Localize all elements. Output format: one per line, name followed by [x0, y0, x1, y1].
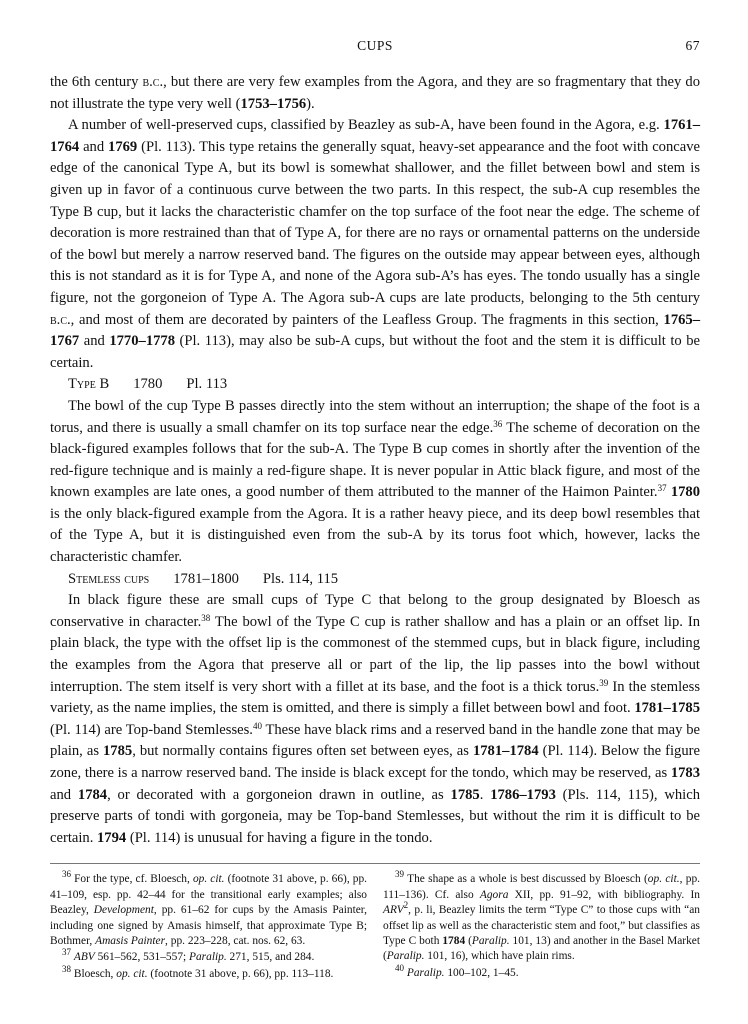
- footnote-38: $^{38}$ Bloesch, op. cit. (footnote 31 above, p. 66), pp. 113–118.: [62, 963, 334, 980]
- body-text: [50, 72, 700, 849]
- footnote-36: $^{36}$ For the type, cf. Bloesch, op. cit. (footnote 31 above, p. 66), pp. 41–109, esp. pp. 42–44 for the transitional early examples; also Beazley, Development, pp. 61–62 for cups by the Amasis Painter, including one signed by Amasis himself, that approximate Type B; Bothmer, Amasis Painter, pp. 223–228, cat. nos. 62, 63.: [50, 869, 367, 947]
- footnote-40: $^{40}$ Paralip. 100–102, 1–45.: [395, 962, 519, 979]
- footnotes-right-column: [383, 869, 700, 983]
- section-heading-type-b: Type B 1780 Pl. 113: [68, 376, 228, 393]
- running-head: [50, 38, 700, 60]
- paragraph-intro: the 6th century b.c., but there are very few examples from the Agora, and they are so fragmentary that they do not illustrate the type very well (1753–1756).: [50, 74, 700, 112]
- footnote-39: $^{39}$ The shape as a whole is best discussed by Bloesch (op. cit., pp. 111–136). Cf. also Agora XII, pp. 91–92, with bibliography. In ARV$^2$, p. li, Beazley limits the term “Type C” to those cups with “an offset lip as well as the characteristic stem and foot,” but classifies as Type C both 1784 (Paralip. 101, 13) and another in the Basel Market (Paralip. 101, 16), which have plain rims.: [383, 869, 700, 963]
- footnotes: [50, 863, 700, 983]
- paragraph-type-b: The bowl of the cup Type B passes directly into the stem without an interruption; the shape of the foot is a torus, and there is usually a small chamfer on its top surface near the edge.$^{36}$ The scheme of decoration on the black-figured examples follows that for the sub-A. The Type B cup comes in shortly after the invention of the red-figure technique and is mainly a red-figure shape. It is never popular in Attic black figure, and most of the known examples are late ones, a good number of them attributed to the manner of the Haimon Painter.$^{37}$ 1780 is the only black-figured example from the Agora. It is a rather heavy piece, and its deep bowl resembles that of the Type A, but it is distinguished even from the sub-A by its torus foot which, however, lacks the characteristic chamfer.: [50, 397, 700, 566]
- paragraph-sub-a: A number of well-preserved cups, classified by Beazley as sub-A, have been found in the Agora, e.g. 1761–1764 and 1769 (Pl. 113). This type retains the generally squat, heavy-set appearance and the foot with concave edge of the canonical Type A, but its bowl is somewhat shallower, and the fillet between bowl and stem is given up in favor of a continuous curve between the two parts. In this respect, the sub-A cup resembles the Type B cup, but it lacks the characteristic chamfer on the top surface of the foot near the edge. The scheme of decoration is more restrained than that of Type A, for there are no rays or ornamental patterns on the underside of the bowl but merely a narrow reserved band. The figures on the outside may appear between eyes, although this is not standard as it is for Type A, and none of the Agora sub-A’s has eyes. The tondo usually has a single figure, not the gorgoneion of Type A. The Agora sub-A cups are late products, belonging to the 5th century b.c., and most of them are decorated by painters of the Leafless Group. The fragments in this section, 1765–1767 and 1770–1778 (Pl. 113), may also be sub-A cups, but without the foot and the stem it is difficult to be certain.: [50, 117, 700, 371]
- running-title: CUPS: [357, 38, 393, 53]
- footnote-37: $^{37}$ ABV 561–562, 531–557; Paralip. 271, 515, and 284.: [62, 947, 315, 964]
- page-number: 67: [685, 38, 700, 53]
- section-heading-stemless: Stemless cups 1781–1800 Pls. 114, 115: [68, 570, 339, 587]
- footnotes-left-column: [50, 869, 367, 983]
- page: [50, 38, 700, 983]
- paragraph-stemless: In black figure these are small cups of Type C that belong to the group designated by Bloesch as conservative in character.$^{38}$ The bowl of the Type C cup is rather shallow and has a plain or an offset lip. In plain black, the type with the offset lip is the commonest of the stemmed cups, but in black figure, including the examples from the Agora that preserve all or part of the lip, the lip passes into the bowl without interruption. The stem itself is very short with a fillet at its base, and the foot is a thick torus.$^{39}$ In the stemless variety, as the name implies, the stem is omitted, and there is simply a fillet between bowl and foot. 1781–1785 (Pl. 114) are Top-band Stemlesses.$^{40}$ These have black rims and a reserved band in the handle zone that may be plain, as 1785, but normally contains figures often set between eyes, as 1781–1784 (Pl. 114). Below the figure zone, there is a narrow reserved band. The inside is black except for the tondo, which may be reserved, as 1783 and 1784, or decorated with a gorgoneion drawn in outline, as 1785. 1786–1793 (Pls. 114, 115), which preserve parts of tondi with gorgoneia, may be Top-band Stemlesses, but without the rim it is difficult to be certain. 1794 (Pl. 114) is unusual for having a figure in the tondo.: [50, 592, 700, 846]
